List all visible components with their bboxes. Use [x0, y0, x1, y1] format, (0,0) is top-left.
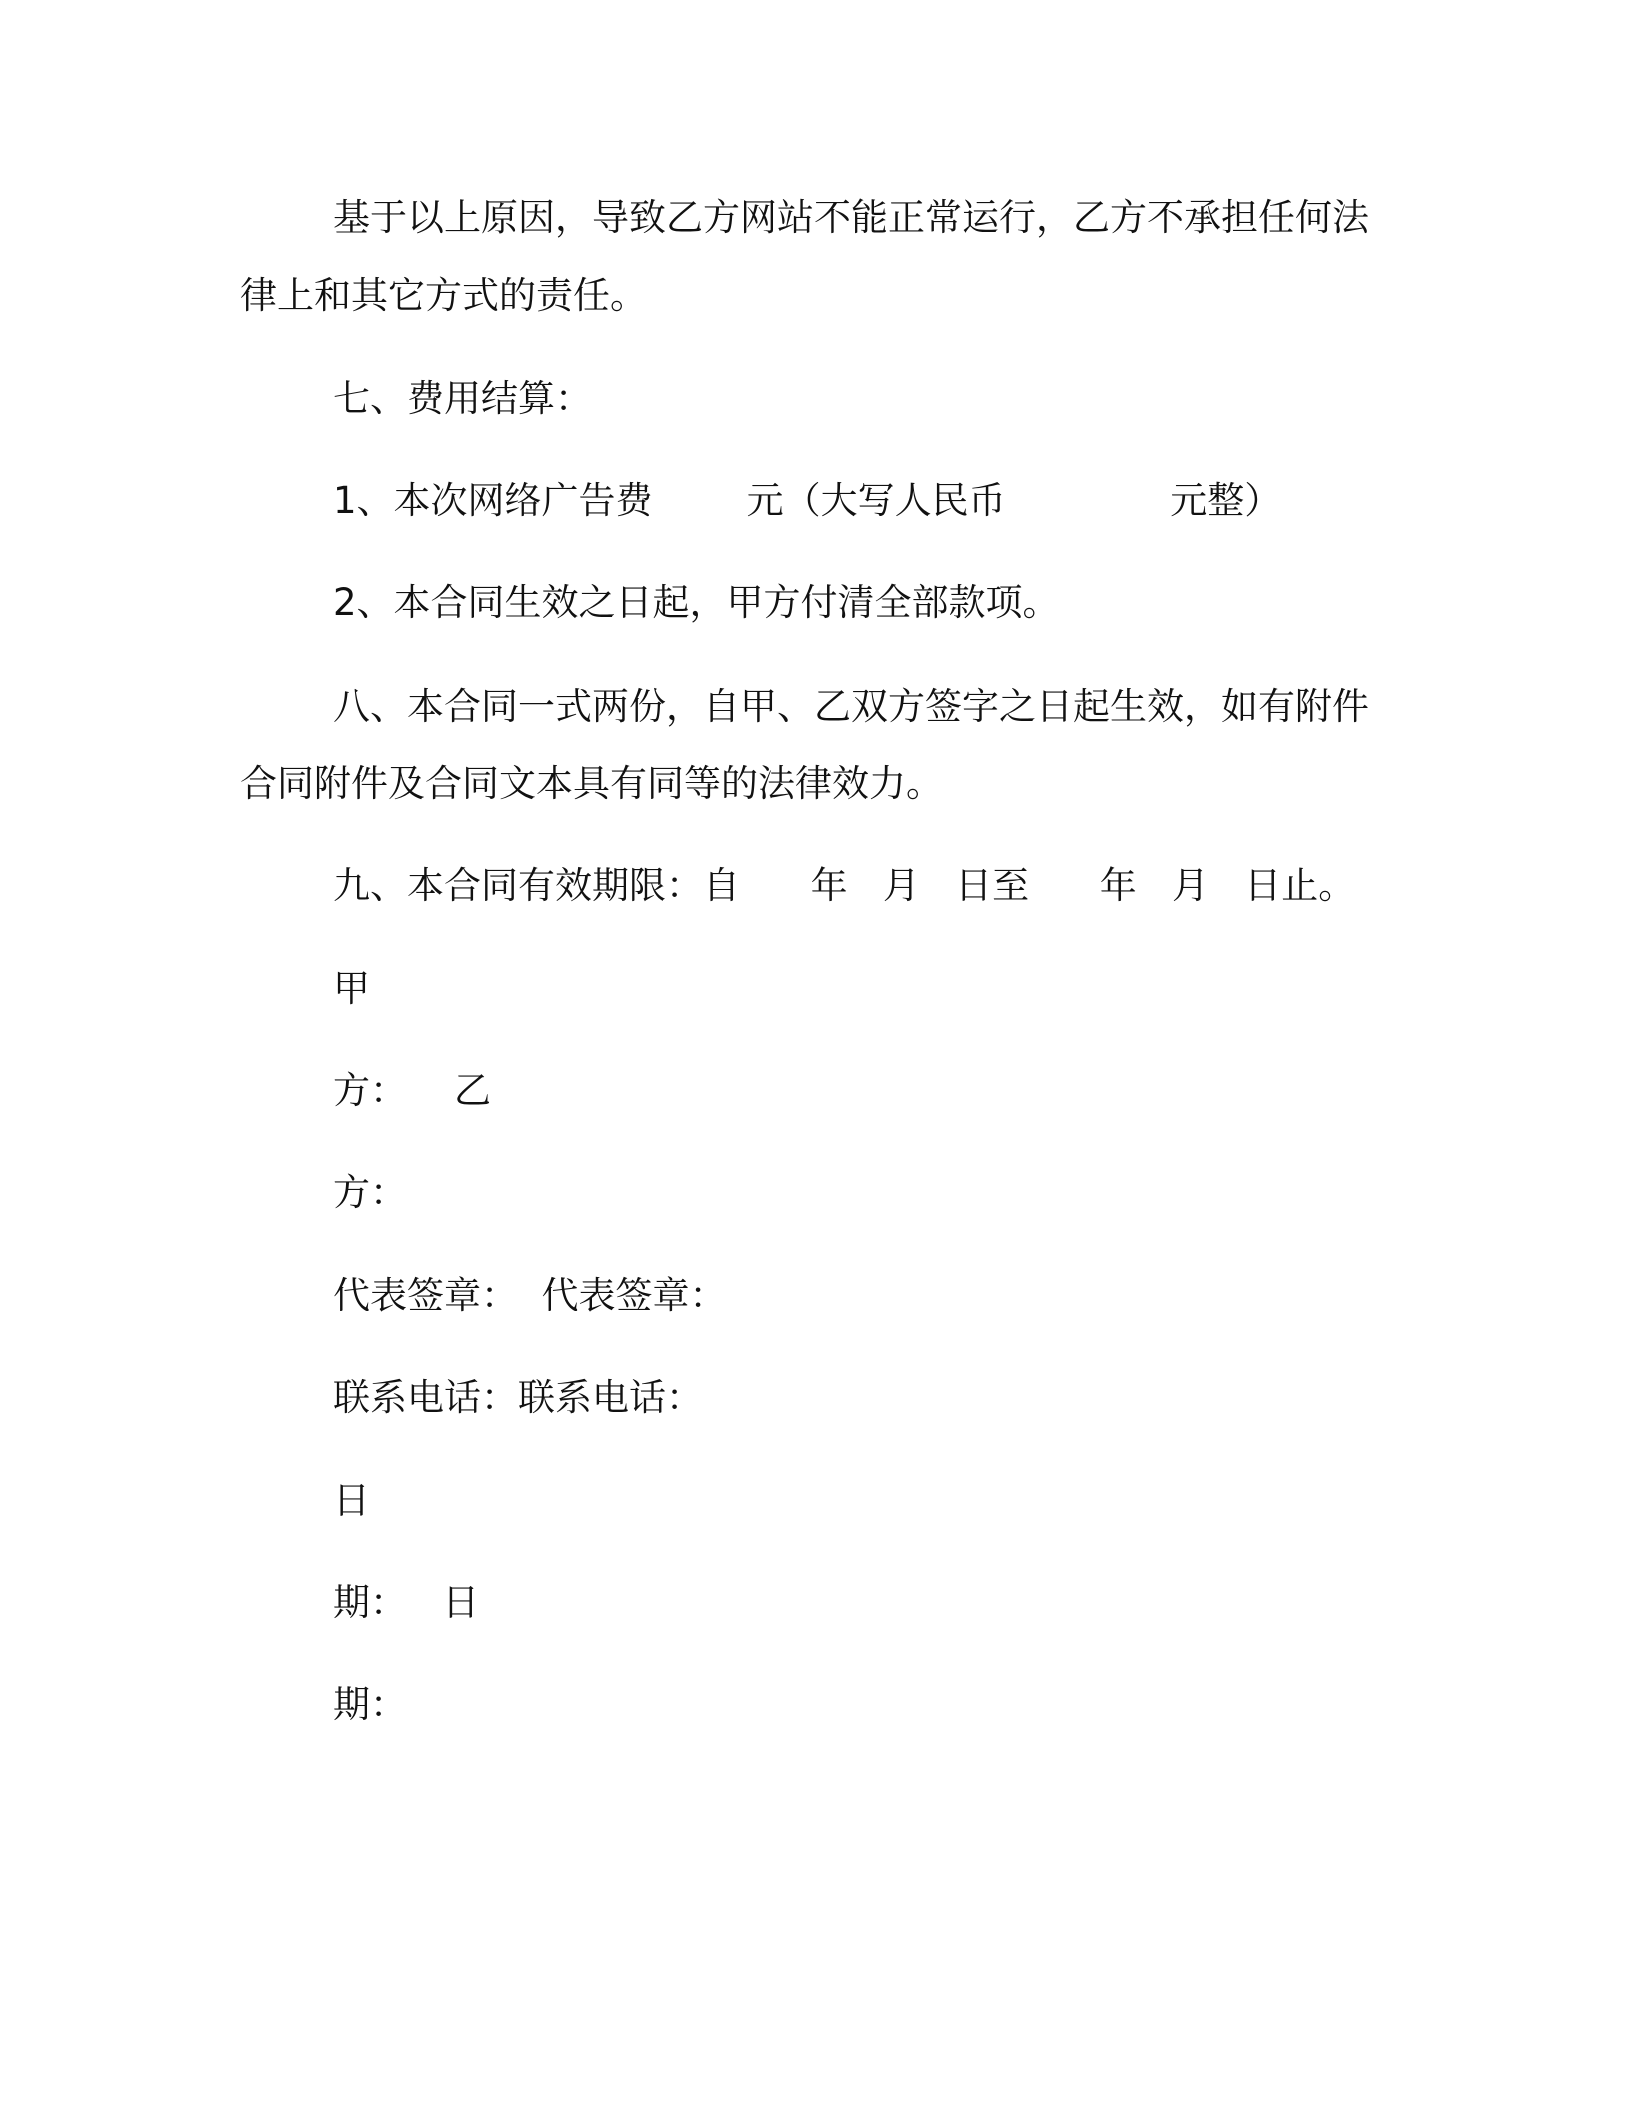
- section-7-heading: 七、费用结算：: [333, 377, 592, 420]
- signature-party-labels: 方： 乙: [333, 1069, 492, 1112]
- paragraph-6-disclaimer-line-1: 基于以上原因，导致乙方网站不能正常运行，乙方不承担任何法: [333, 196, 1369, 239]
- signature-party-b-label: 方：: [333, 1171, 407, 1214]
- signature-date-label-1: 日: [333, 1479, 370, 1522]
- section-7-item-2: 2、本合同生效之日起，甲方付清全部款项。: [333, 581, 1060, 624]
- section-8-line-1: 八、本合同一式两份，自甲、乙双方签字之日起生效，如有附件: [333, 685, 1369, 728]
- signature-date-label-3: 期：: [333, 1683, 407, 1726]
- signature-date-label-2: 期： 日: [333, 1581, 480, 1624]
- signature-party-a-label: 甲: [333, 967, 370, 1010]
- signature-contact-phone: 联系电话：联系电话：: [333, 1376, 703, 1419]
- section-8-line-2: 合同附件及合同文本具有同等的法律效力。: [240, 762, 943, 805]
- section-9-validity: 九、本合同有效期限：自 年 月 日至 年 月 日止。: [333, 864, 1356, 907]
- paragraph-6-disclaimer-line-2: 律上和其它方式的责任。: [240, 274, 647, 317]
- section-7-item-1: 1、本次网络广告费 元（大写人民币 元整）: [333, 479, 1282, 522]
- signature-representative: 代表签章： 代表签章：: [333, 1274, 727, 1317]
